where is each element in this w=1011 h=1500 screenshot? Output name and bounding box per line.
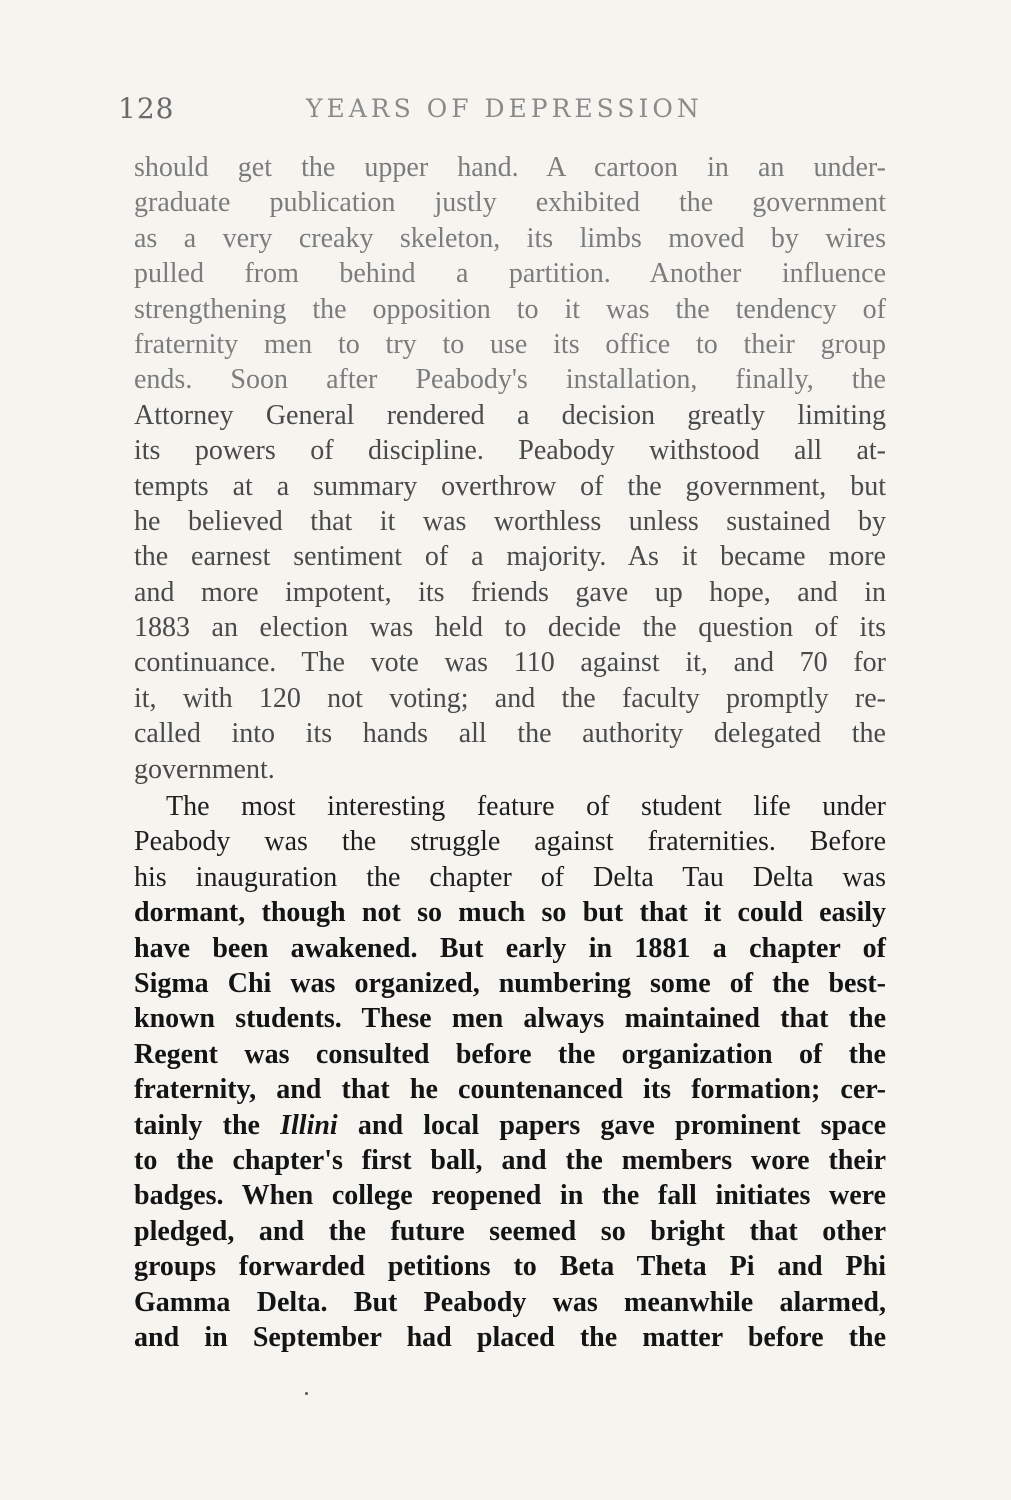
text-line: badges. When college reopened in the fall initiates were [134, 1180, 886, 1212]
text-line: should get the upper hand. A cartoon in an under- [134, 152, 886, 183]
text-line: The most interesting feature of student life under [166, 791, 886, 823]
text-line: groups forwarded petitions to Beta Theta Pi and Phi [134, 1251, 886, 1283]
text-line: known students. These men always maintained that the [134, 1003, 886, 1035]
text-line: 1883 an election was held to decide the question of its [134, 612, 886, 644]
text-line: Sigma Chi was organized, numbering some of the best- [134, 967, 886, 999]
text-line: his inauguration the chapter of Delta Tau Delta was [134, 861, 886, 893]
text-line: to the chapter's first ball, and the members wore their [134, 1144, 886, 1176]
body-text [134, 150, 886, 1355]
text-line: Regent was consulted before the organization of the [134, 1038, 886, 1070]
text-line: pulled from behind a partition. Another influence [134, 258, 886, 290]
text-line: have been awakened. But early in 1881 a chapter of [134, 932, 886, 964]
running-title: YEARS OF DEPRESSION [306, 94, 703, 123]
text-line: tempts at a summary overthrow of the government, but [134, 470, 886, 502]
paragraph-1 [134, 150, 886, 787]
text-line: graduate publication justly exhibited the government [134, 187, 886, 219]
text-line: fraternity men to try to use its office to their group [134, 328, 886, 360]
text-line: he believed that it was worthless unless sustained by [134, 505, 886, 537]
ink-speck [305, 1392, 308, 1395]
text-line: continuance. The vote was 110 against it, and 70 for [134, 647, 886, 679]
text-line: called into its hands all the authority delegated the [134, 718, 886, 750]
text-line: government. [134, 753, 275, 785]
text-line: as a very creaky skeleton, its limbs moved by wires [134, 222, 886, 254]
text-line: ends. Soon after Peabody's installation, finally, the [134, 364, 886, 396]
text-run: tainly the [134, 1109, 281, 1141]
text-line: Peabody was the struggle against fraternities. Before [134, 826, 886, 858]
text-line: strengthening the opposition to it was the tendency of [134, 293, 886, 325]
page-number: 128 [118, 92, 175, 125]
text-line: Attorney General rendered a decision greatly limiting [134, 399, 886, 431]
text-line-with-italic [134, 1108, 886, 1143]
text-line: it, with 120 not voting; and the faculty promptly re- [134, 682, 886, 714]
text-run: and local papers gave prominent space [337, 1109, 886, 1141]
italic-title: Illini [280, 1109, 338, 1141]
text-line: and more impotent, its friends gave up hope, and in [134, 576, 886, 608]
running-head [118, 92, 888, 132]
text-line: dormant, though not so much so but that it could easily [134, 897, 886, 929]
text-line: pledged, and the future seemed so bright that other [134, 1215, 886, 1247]
text-line: and in September had placed the matter before the [134, 1321, 886, 1353]
text-line: fraternity, and that he countenanced its formation; cer- [134, 1074, 886, 1106]
paragraph-2 [134, 789, 886, 1355]
text-line: its powers of discipline. Peabody withstood all at- [134, 435, 886, 467]
text-line: the earnest sentiment of a majority. As it became more [134, 541, 886, 573]
text-line: Gamma Delta. But Peabody was meanwhile alarmed, [134, 1286, 886, 1318]
